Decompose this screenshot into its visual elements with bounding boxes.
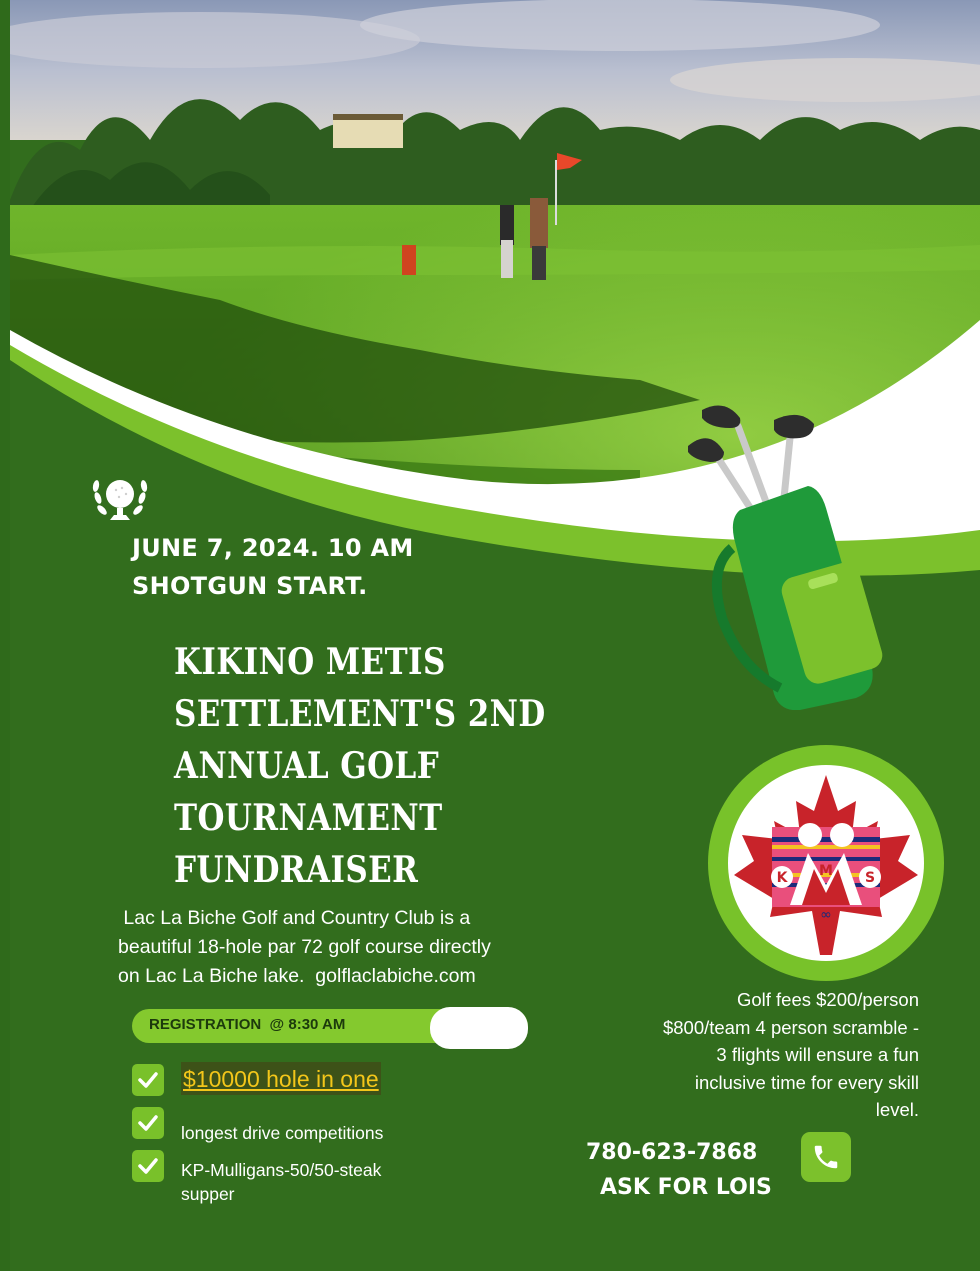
title-line-4: TOURNAMENT	[174, 797, 443, 839]
contact-name: ASK FOR LOIS	[600, 1175, 772, 1200]
checkmark-icon	[132, 1064, 164, 1096]
event-date: JUNE 7, 2024. 10 AM	[132, 534, 414, 562]
logo-letter-m: M	[819, 863, 833, 879]
title-line-5: FUNDRAISER	[174, 849, 419, 891]
fees-line-2: $800/team 4 person scramble -	[662, 1016, 919, 1038]
logo-letter-s: S	[864, 870, 876, 886]
event-title	[174, 636, 552, 896]
registration-bar	[132, 1009, 528, 1043]
shotgun-start: SHOTGUN START.	[132, 572, 368, 600]
fees-line-4: inclusive time for every skill	[694, 1071, 919, 1093]
infinity-icon: ∞	[820, 907, 832, 923]
desc-line-3: on Lac La Biche lake. golflaclabiche.com	[118, 965, 476, 987]
checkmark-icon	[132, 1107, 164, 1139]
registration-label: REGISTRATION @ 8:30 AM	[149, 1016, 346, 1033]
longest-drive-item: longest drive competitions	[181, 1123, 384, 1143]
phone-number: 780-623-7868	[586, 1140, 758, 1165]
registration-pill	[430, 1007, 528, 1049]
golf-ball-laurel-icon	[88, 468, 152, 530]
extras-line-1: KP-Mulligans-50/50-steak	[181, 1160, 382, 1180]
fees-line-5: level.	[875, 1099, 919, 1120]
kms-logo-inner	[728, 765, 924, 961]
maple-leaf-icon	[728, 765, 924, 961]
checkmark-icon	[132, 1150, 164, 1182]
extras-line-2: supper	[181, 1184, 235, 1204]
title-line-2: SETTLEMENT'S 2ND	[174, 693, 546, 735]
title-line-3: ANNUAL GOLF	[174, 745, 440, 787]
logo-letter-k: K	[776, 870, 788, 886]
golf-bag-icon	[680, 398, 890, 710]
kms-logo	[708, 745, 944, 981]
fees-line-1: Golf fees $200/person	[736, 989, 919, 1010]
phone-icon	[801, 1132, 851, 1182]
hole-in-one-prize: $10000 hole in one	[181, 1062, 381, 1095]
desc-line-2: beautiful 18-hole par 72 golf course directly	[118, 936, 491, 958]
desc-line-1: Lac La Biche Golf and Country Club is a	[118, 907, 471, 929]
fees-line-3: 3 flights will ensure a fun	[716, 1044, 919, 1065]
extras-item	[181, 1158, 381, 1206]
title-line-1: KIKINO METIS	[174, 641, 446, 683]
venue-description	[118, 904, 578, 991]
fees-info	[600, 986, 919, 1124]
